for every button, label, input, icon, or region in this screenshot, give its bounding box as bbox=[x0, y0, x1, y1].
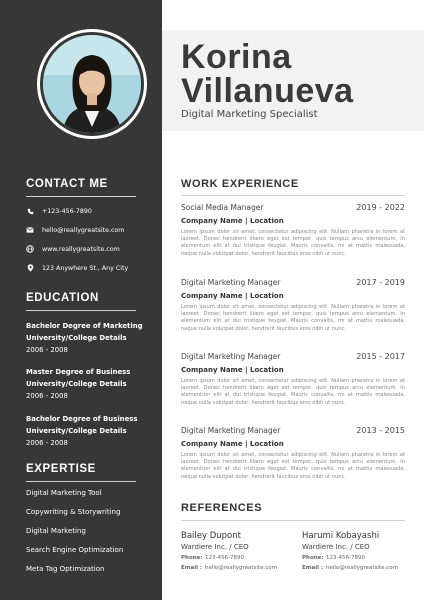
first-name: Korina bbox=[181, 38, 292, 76]
job-title: Digital Marketing Specialist bbox=[181, 109, 318, 120]
job-dates: 2017 - 2019 bbox=[356, 278, 405, 287]
degree: Master Degree of Business bbox=[26, 368, 131, 376]
email-text[interactable]: hello@reallygreatsite.com bbox=[42, 226, 125, 234]
job-company: Company Name | Location bbox=[181, 292, 284, 300]
skill-item: Copywriting & Storywriting bbox=[26, 508, 121, 516]
skill-item: Digital Marketing bbox=[26, 527, 86, 535]
skill-item: Meta Tag Optimization bbox=[26, 565, 105, 573]
contact-heading: CONTACT ME bbox=[26, 178, 108, 190]
website-text[interactable]: www.reallygreatsite.com bbox=[42, 245, 120, 253]
job-role: Digital Marketing Manager bbox=[181, 352, 281, 361]
job-dates: 2013 - 2015 bbox=[356, 426, 405, 435]
phone-text[interactable]: +123-456-7890 bbox=[42, 207, 92, 215]
skill-item: Search Engine Optimization bbox=[26, 546, 124, 554]
job-description: Lorem ipsum dolor sit amet, consectetur adipiscing elit. Nullam pharetra in lorem at laoreet. Donec hendrerit libero eget est tempor, quis tempus arcu elementum. In elementum elit at dui tristique feugiat. Mauris convallis, mi at mattis malesuada, neque nulla volutpat dolor, hendrerit faucibus eros nibh ut nunc. bbox=[181, 452, 405, 480]
phone-label: Phone: bbox=[302, 555, 324, 561]
reference-company: Wardiere Inc. / CEO bbox=[302, 543, 370, 551]
job-role: Digital Marketing Manager bbox=[181, 278, 281, 287]
references-heading: REFERENCES bbox=[181, 502, 263, 514]
sidebar bbox=[0, 0, 162, 600]
education-item bbox=[26, 413, 146, 449]
contact-address bbox=[26, 262, 128, 274]
phone-icon bbox=[26, 207, 34, 215]
last-name: Villanueva bbox=[181, 72, 354, 110]
globe-icon bbox=[26, 245, 34, 253]
reference-phone[interactable]: 123-456-7890 bbox=[326, 555, 365, 561]
degree: Bachelor Degree of Marketing bbox=[26, 322, 143, 330]
job-dates: 2019 - 2022 bbox=[356, 203, 405, 212]
education-item bbox=[26, 366, 146, 402]
job-description: Lorem ipsum dolor sit amet, consectetur adipiscing elit. Nullam pharetra in lorem at laoreet. Donec hendrerit libero eget est tempor, quis tempus arcu elementum. In elementum elit at dui tristique feugiat. Mauris convallis, mi at mattis malesuada, neque nulla volutpat dolor, hendrerit faucibus eros nibh ut nunc. bbox=[181, 304, 405, 332]
portrait-illustration bbox=[43, 35, 141, 133]
job-entry bbox=[181, 278, 405, 333]
email-label: Email : bbox=[181, 565, 203, 571]
divider bbox=[26, 310, 136, 311]
job-entry bbox=[181, 352, 405, 407]
reference-entry bbox=[181, 531, 301, 571]
email-icon bbox=[26, 226, 34, 234]
location-icon bbox=[26, 264, 34, 272]
email-label: Email : bbox=[302, 565, 324, 571]
address-text: 123 Anywhere St., Any City bbox=[42, 264, 129, 272]
reference-name: Bailey Dupont bbox=[181, 531, 241, 541]
work-heading: WORK EXPERIENCE bbox=[181, 178, 299, 190]
job-description: Lorem ipsum dolor sit amet, consectetur adipiscing elit. Nullam pharetra in lorem at laoreet. Donec hendrerit libero eget est tempor, quis tempus arcu elementum. In elementum elit at dui tristique feugiat. Mauris convallis, mi at mattis malesuada, neque nulla volutpat dolor, hendrerit faucibus eros nibh ut nunc. bbox=[181, 229, 405, 257]
contact-phone bbox=[26, 205, 92, 217]
contact-website bbox=[26, 243, 120, 255]
education-item bbox=[26, 320, 146, 356]
reference-name: Harumi Kobayashi bbox=[302, 531, 380, 541]
job-entry bbox=[181, 203, 405, 258]
divider bbox=[26, 481, 136, 482]
years: 2006 - 2008 bbox=[26, 346, 68, 354]
profile-photo bbox=[43, 35, 141, 133]
job-company: Company Name | Location bbox=[181, 217, 284, 225]
job-role: Digital Marketing Manager bbox=[181, 426, 281, 435]
years: 2006 - 2008 bbox=[26, 392, 68, 400]
expertise-heading: EXPERTISE bbox=[26, 463, 96, 475]
job-entry bbox=[181, 426, 405, 481]
years: 2006 - 2008 bbox=[26, 439, 68, 447]
reference-phone[interactable]: 123-456-7890 bbox=[205, 555, 244, 561]
school: University/College Details bbox=[26, 380, 127, 388]
reference-email[interactable]: hello@reallygreatsite.com bbox=[326, 565, 398, 571]
job-company: Company Name | Location bbox=[181, 440, 284, 448]
education-heading: EDUCATION bbox=[26, 292, 99, 304]
job-dates: 2015 - 2017 bbox=[356, 352, 405, 361]
job-description: Lorem ipsum dolor sit amet, consectetur adipiscing elit. Nullam pharetra in lorem at laoreet. Donec hendrerit libero eget est tempor, quis tempus arcu elementum. In elementum elit at dui tristique feugiat. Mauris convallis, mi at mattis malesuada, neque nulla volutpat dolor, hendrerit faucibus eros nibh ut nunc. bbox=[181, 378, 405, 406]
reference-entry bbox=[302, 531, 422, 571]
divider bbox=[26, 196, 136, 197]
school: University/College Details bbox=[26, 427, 127, 435]
divider bbox=[181, 520, 405, 521]
job-company: Company Name | Location bbox=[181, 366, 284, 374]
divider bbox=[181, 195, 405, 196]
contact-email bbox=[26, 224, 124, 236]
skill-item: Digital Marketing Tool bbox=[26, 489, 102, 497]
reference-company: Wardiere Inc. / CEO bbox=[181, 543, 249, 551]
degree: Bachelor Degree of Business bbox=[26, 415, 138, 423]
school: University/College Details bbox=[26, 334, 127, 342]
job-role: Social Media Manager bbox=[181, 203, 264, 212]
reference-email[interactable]: hello@reallygreatsite.com bbox=[205, 565, 277, 571]
phone-label: Phone: bbox=[181, 555, 203, 561]
